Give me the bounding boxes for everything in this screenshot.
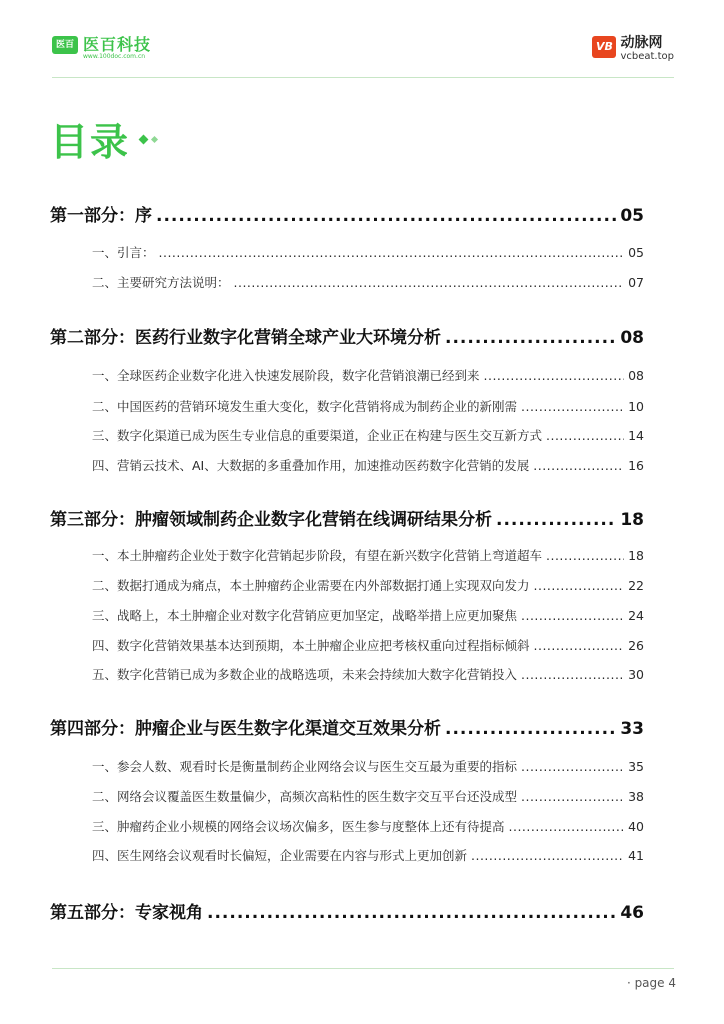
toc-page-number: 24 — [628, 608, 644, 623]
page-number: · page 4 — [626, 976, 676, 990]
toc-part-3-section-1[interactable] — [92, 546, 644, 564]
toc-page-number: 40 — [628, 819, 644, 834]
toc-leader-dots — [546, 428, 624, 443]
toc-entry-label: 四、营销云技术、AI、大数据的多重叠加作用，加速推动医药数字化营销的发展 — [92, 458, 530, 473]
toc-entry-label: 四、数字化营销效果基本达到预期，本土肿瘤企业应把考核权重向过程指标倾斜 — [92, 638, 530, 653]
toc-leader-dots — [207, 903, 616, 923]
toc-part-2[interactable] — [50, 323, 644, 348]
toc-page-number: 38 — [628, 789, 644, 804]
toc-page-number: 33 — [620, 719, 644, 739]
toc-part-1[interactable] — [50, 201, 644, 226]
toc-leader-dots — [156, 206, 616, 226]
toc-part-2-section-2[interactable] — [92, 397, 644, 415]
toc-page-number: 14 — [628, 428, 644, 443]
toc-page-number: 18 — [620, 510, 644, 530]
yibai-logo-url: www.100doc.com.cn — [83, 53, 146, 60]
toc-entry-label: 二、数据打通成为痛点，本土肿瘤药企业需要在内外部数据打通上实现双向发力 — [92, 578, 530, 593]
toc-entry-label: 五、数字化营销已成为多数企业的战略选项，未来会持续加大数字化营销投入 — [92, 667, 518, 682]
toc-leader-dots — [445, 328, 616, 348]
toc-part-4[interactable] — [50, 714, 644, 739]
toc-page-number: 08 — [628, 368, 644, 383]
vcbeat-logo-name: 动脉网 — [620, 35, 663, 51]
toc-part-3[interactable] — [50, 505, 644, 530]
toc-entry-label: 二、网络会议覆盖医生数量偏少，高频次高粘性的医生数字交互平台还没成型 — [92, 789, 518, 804]
toc-leader-dots — [234, 275, 625, 290]
toc-part-4-section-3[interactable] — [92, 817, 644, 835]
toc-leader-dots — [445, 719, 616, 739]
toc-entry-label: 四、医生网络会议观看时长偏短，企业需要在内容与形式上更加创新 — [92, 848, 468, 863]
toc-leader-dots — [521, 608, 624, 623]
toc-leader-dots — [521, 759, 624, 774]
toc-page-number: 41 — [628, 848, 644, 863]
toc-entry-label: 一、参会人数、观看时长是衡量制药企业网络会议与医生交互最为重要的指标 — [92, 759, 518, 774]
toc-entry-label: 二、中国医药的营销环境发生重大变化，数字化营销将成为制药企业的新刚需 — [92, 399, 518, 414]
toc-entry-label: 第三部分：肿瘤领域制药企业数字化营销在线调研结果分析 — [50, 510, 492, 530]
diamond-decoration-icon — [139, 135, 149, 145]
toc-page-number: 26 — [628, 638, 644, 653]
toc-part-2-section-1[interactable] — [92, 366, 644, 384]
diamond-decoration-small-icon — [151, 136, 158, 143]
toc-entry-label: 一、本土肿瘤药企业处于数字化营销起步阶段，有望在新兴数字化营销上弯道超车 — [92, 548, 543, 563]
toc-leader-dots — [471, 848, 624, 863]
toc-part-1-section-2[interactable] — [92, 273, 644, 291]
toc-part-5[interactable] — [50, 898, 644, 923]
toc-page-number: 22 — [628, 578, 644, 593]
toc-entry-label: 三、数字化渠道已成为医生专业信息的重要渠道，企业正在构建与医生交互新方式 — [92, 428, 543, 443]
yibai-logo-badge: 医百 — [52, 36, 78, 54]
toc-entry-label: 二、主要研究方法说明： — [92, 275, 230, 290]
toc-leader-dots — [496, 510, 616, 530]
toc-page-number: 16 — [628, 458, 644, 473]
toc-page-number: 08 — [620, 328, 644, 348]
toc-entry-label: 第五部分：专家视角 — [50, 903, 203, 923]
toc-part-4-section-2[interactable] — [92, 787, 644, 805]
toc-leader-dots — [159, 245, 625, 260]
toc-entry-label: 三、战略上，本土肿瘤企业对数字化营销应更加坚定，战略举措上应更加聚焦 — [92, 608, 518, 623]
vcbeat-logo — [592, 36, 674, 62]
toc-leader-dots — [533, 458, 624, 473]
toc-entry-label: 第一部分：序 — [50, 206, 152, 226]
yibai-logo — [52, 36, 151, 61]
vcbeat-logo-url: vcbeat.top — [620, 51, 674, 62]
page-title: 目录 — [50, 120, 131, 164]
toc-leader-dots — [521, 789, 624, 804]
header-divider — [52, 77, 674, 78]
toc-part-3-section-4[interactable] — [92, 636, 644, 654]
toc-part-3-section-3[interactable] — [92, 606, 644, 624]
toc-leader-dots — [509, 819, 625, 834]
toc-leader-dots — [534, 578, 625, 593]
toc-leader-dots — [521, 667, 624, 682]
toc-page-number: 18 — [628, 548, 644, 563]
toc-part-1-section-1[interactable] — [92, 243, 644, 261]
toc-page-number: 07 — [628, 275, 644, 290]
toc-page-number: 30 — [628, 667, 644, 682]
toc-leader-dots — [546, 548, 624, 563]
toc-part-3-section-2[interactable] — [92, 576, 644, 594]
toc-entry-label: 一、引言： — [92, 245, 155, 260]
toc-leader-dots — [534, 638, 625, 653]
toc-part-4-section-1[interactable] — [92, 757, 644, 775]
toc-entry-label: 第四部分：肿瘤企业与医生数字化渠道交互效果分析 — [50, 719, 441, 739]
page-header — [0, 0, 724, 76]
toc-page-number: 46 — [620, 903, 644, 923]
toc-leader-dots — [521, 399, 624, 414]
vcbeat-logo-badge: VB — [592, 36, 616, 58]
toc-page-number: 35 — [628, 759, 644, 774]
toc-part-2-section-4[interactable] — [92, 456, 644, 474]
toc-entry-label: 三、肿瘤药企业小规模的网络会议场次偏多，医生参与度整体上还有待提高 — [92, 819, 505, 834]
toc-part-3-section-5[interactable] — [92, 665, 644, 683]
toc-page-number: 10 — [628, 399, 644, 414]
yibai-logo-name: 医百科技 — [83, 35, 152, 54]
toc-entry-label: 第二部分：医药行业数字化营销全球产业大环境分析 — [50, 328, 441, 348]
toc-part-4-section-4[interactable] — [92, 846, 644, 864]
footer-divider — [52, 968, 674, 969]
toc-page-number: 05 — [628, 245, 644, 260]
toc-page-number: 05 — [620, 206, 644, 226]
toc-part-2-section-3[interactable] — [92, 426, 644, 444]
toc-leader-dots — [484, 368, 625, 383]
toc-entry-label: 一、全球医药企业数字化进入快速发展阶段，数字化营销浪潮已经到来 — [92, 368, 480, 383]
